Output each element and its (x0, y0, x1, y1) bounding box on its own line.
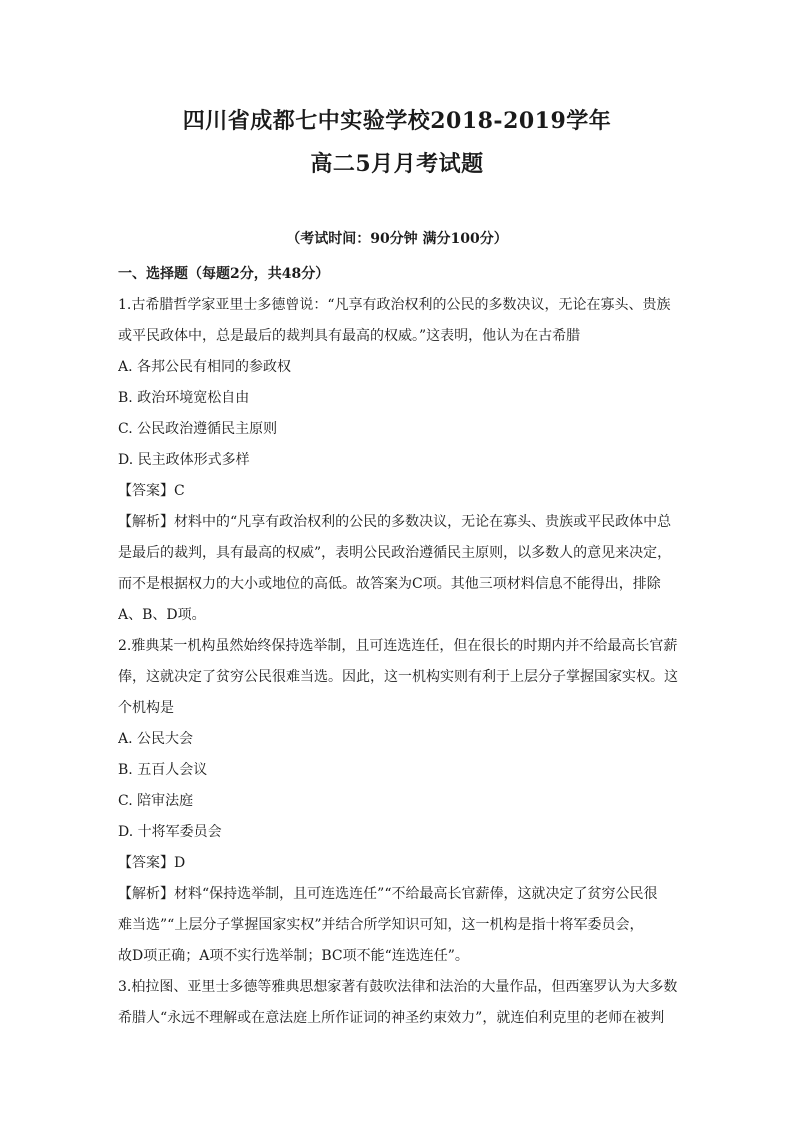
question-1 (118, 290, 680, 631)
document-body (118, 259, 680, 1034)
analysis-line: 【解析】材料“保持选举制，且可连选连任”“不给最高长官薪俸，这就决定了贫穷公民很 (118, 886, 658, 902)
option-d: D. 民主政体形式多样 (118, 452, 250, 468)
analysis-line: 【解析】材料中的“凡享有政治权利的公民的多数决议，无论在寡头、贵族或平民政体中总 (118, 514, 672, 530)
question-stem-line: 俸，这就决定了贫穷公民很难当选。因此，这一机构实则有利于上层分子掌握国家实权。这 (118, 669, 678, 685)
question-3 (118, 972, 680, 1034)
answer-line: 【答案】D (118, 855, 186, 871)
question-stem-line: 或平民政体中，总是最后的裁判具有最高的权威。”这表明，他认为在古希腊 (118, 328, 581, 344)
question-2 (118, 631, 680, 972)
analysis-line: 难当选”“上层分子掌握国家实权”并结合所学知识可知，这一机构是指十将军委员会， (118, 917, 644, 933)
option-c: C. 公民政治遵循民主原则 (118, 421, 278, 437)
document-title-line1: 四川省成都七中实验学校2018-2019学年 (182, 108, 612, 134)
question-stem-line: 1.古希腊哲学家亚里士多德曾说：“凡享有政治权利的公民的多数决议，无论在寡头、贵族 (118, 297, 671, 313)
option-c: C. 陪审法庭 (118, 793, 194, 809)
question-stem-line: 希腊人“永远不理解或在意法庭上所作证词的神圣约束效力”，就连伯利克里的老师在被判 (118, 1010, 665, 1026)
question-stem-line: 2.雅典某一机构虽然始终保持选举制，且可连选连任，但在很长的时期内并不给最高长官薪 (118, 638, 678, 654)
section-heading: 一、选择题（每题2分，共48分） (118, 266, 330, 282)
option-d: D. 十将军委员会 (118, 824, 222, 840)
option-a: A. 公民大会 (118, 731, 194, 747)
analysis-line: 是最后的裁判，具有最高的权威”，表明公民政治遵循民主原则，以多数人的意见来决定， (118, 545, 672, 561)
option-b: B. 政治环境宽松自由 (118, 390, 250, 406)
option-b: B. 五百人会议 (118, 762, 208, 778)
question-stem-line: 3.柏拉图、亚里士多德等雅典思想家著有鼓吹法律和法治的大量作品，但西塞罗认为大多数 (118, 979, 678, 995)
question-stem-line: 个机构是 (118, 700, 174, 716)
exam-info: （考试时间：90分钟 满分100分） (286, 231, 508, 247)
document-title-line2: 高二5月月考试题 (310, 151, 484, 177)
option-a: A. 各邦公民有相同的参政权 (118, 359, 292, 375)
analysis-line: 故D项正确；A项不实行选举制；BC项不能“连选连任”。 (118, 948, 469, 964)
analysis-line: 而不是根据权力的大小或地位的高低。故答案为C项。其他三项材料信息不能得出，排除 (118, 576, 661, 592)
analysis-line: A、B、D项。 (118, 607, 206, 623)
answer-line: 【答案】C (118, 483, 185, 499)
